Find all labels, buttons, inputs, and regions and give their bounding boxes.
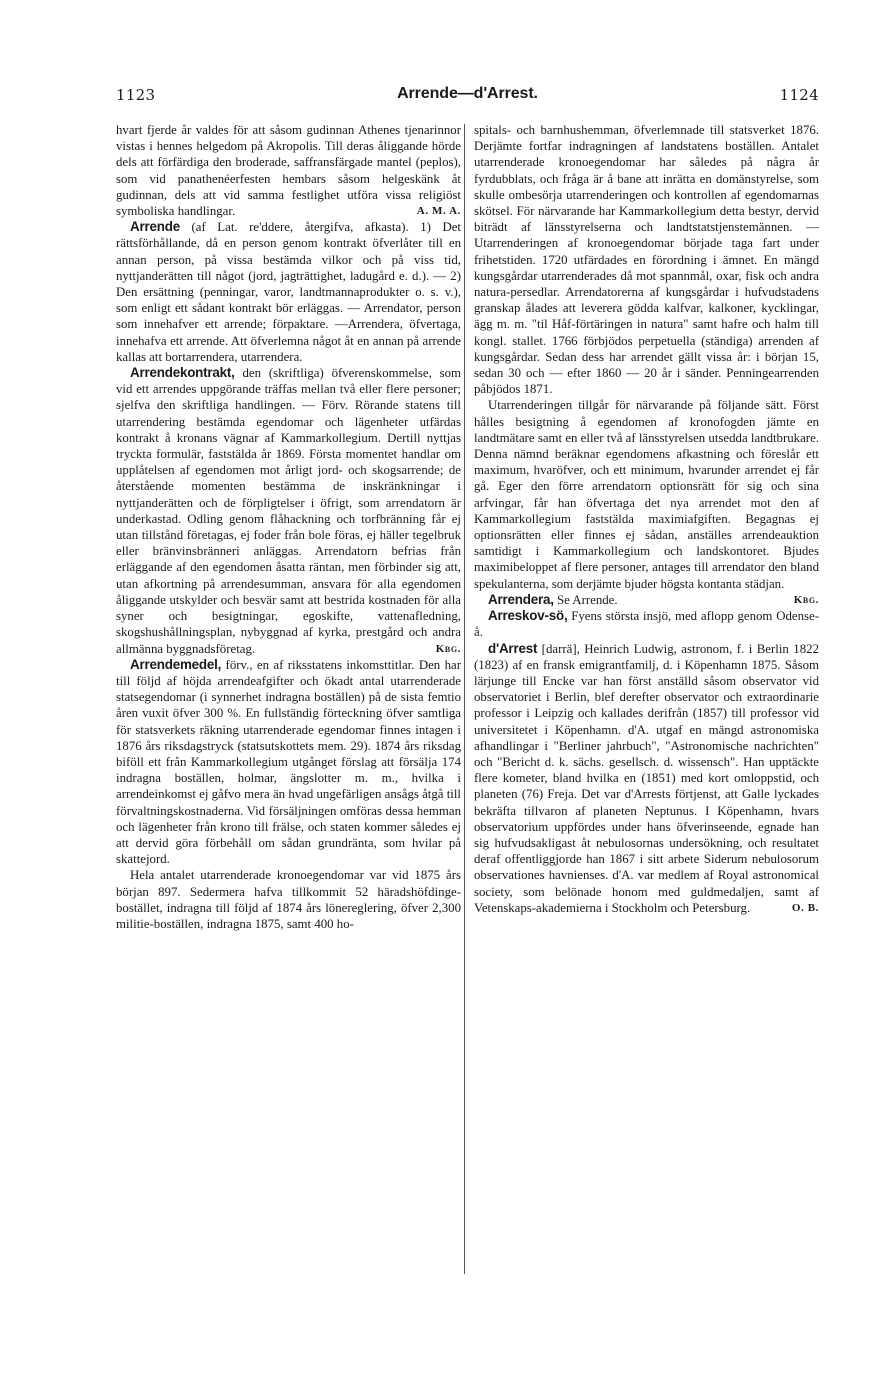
headword: Arrendekontrakt,: [130, 365, 235, 381]
author-signature: Kbg.: [793, 593, 819, 606]
page-number-left: 1123: [116, 86, 156, 104]
entry-arrendemedel: [116, 657, 461, 868]
entry-continuation: [116, 122, 461, 219]
column-divider: [464, 124, 465, 1274]
right-column: [474, 122, 819, 916]
headword: Arrendemedel,: [130, 656, 222, 672]
entry-continuation: [474, 122, 819, 397]
running-title: Arrende—d'Arrest.: [397, 85, 538, 102]
headword: Arrendera,: [488, 591, 554, 607]
headword: Arrende: [130, 219, 180, 235]
author-signature: Kbg.: [435, 642, 461, 655]
headword: Arreskov-sö,: [488, 608, 568, 624]
entry-text: Fyens största insjö, med aflopp genom Odense-å.: [474, 609, 819, 640]
headword: d'Arrest: [488, 640, 538, 656]
entry-text: den (skriftliga) öfverenskommelse, som vid ett arrendes uppgörande träffas mellan två eller flere personer; sjelfva den skriftliga handlingen. — Förv. Rörande statens till utarrendering bestämda egendomar och lägenheter utfärdas kontrakt å kronans vägnar af Kammarkollegium. Dertill nyttjas tryckta formulär, faststälda år 1869. Första momentet handlar om upplåtelsen af egendomen mot årligt jord- och skogsarrende; de återstående momenten bestämma de inskränkningar i nyttjanderätten och de förpligtelser i öfrigt, som arrendatorn är underkastad. Odling genom flåhackning och torfbränning får ej utan tillstånd företagas, ej foder från bole föras, ej häller tegelbruk eller bränvinsbränneri anläggas. Arrendatorn befrias från erläggande af den egendomen åsatta räntan, men förbinder sig att, utan afkortning på arrendesumman, ansvara för alla egendomen åliggande utskylder och besvär samt att bestrida kostnaden för alla syner och besigtningar, egoskifte, vattenafledning, skogshushållningsplan, nybyggnad af kyrka, prestgård och andra allmänna byggnadsföretag.: [116, 366, 461, 656]
page-number-right: 1124: [779, 86, 819, 104]
entry-text: spitals- och barnhushemman, öfverlemnade till statsverket 1876. Derjämte fortfar indragningen af landstatens boställen. Antalet utarrenderade kronoegendomar har således på några år fyrdubblats, och fråga är å bane att inrätta en domänstyrelse, som skulle ombesörja utarrenderingen och kontrollen af egendomarnas skötsel. För närvarande har Kammarkollegium detta bestyr, dervid biträdt af länsstyrelserna och landtstatstjenstemännen. — Utarrenderingen af kronoegendomar började taga fart under frihetstiden. 1720 utfärdades en förordning i ämnet. En mängd kungsgårdar utarrenderades då mot spannmål, oxar, fisk och andra natura-persedlar. Arrendatorerna af kungsgårdar i hufvudstadens granskap ålades att leverera gödda kalfvar, kalkoner, kycklingar, ägg m. m. "til Håf-förtäringen in natura" samt hafre och halm till kongl. stallet. 1766 förbjödos perpetuella (ständiga) arrenden af kungsgårdar. Sedan dess har arrendet gällt vissa år: i början 15, sedan 30 och — efter 1860 — 20 år i sänder. Penningearrenden påbjödos 1871.: [474, 123, 819, 397]
entry-paragraph: [116, 867, 461, 932]
left-column: [116, 122, 461, 932]
entry-text: Utarrenderingen tillgår för närvarande på följande sätt. Först hålles besigtning å egendomen af kronofogden jämte en landtmätare samt en eller två af länsstyrelsen utsedda landtbrukare. Denna nämnd beräknar egendomens afkastning och föreslår ett maximum, hvaröfver, och ett minimum, hvarunder arrendet ej får gå. Eger den förre arrendatorn optionsrätt för sig och sina arfvingar, får han öfvertaga det nya arrendet mot den af Kammarkollegium faststälda maximiafgiften. Begagnas ej optionsrätten eller finnes ej sådan, anställes arrendeauktion samtidigt i Kammarkollegium och landskontoret. Bjudes maximibeloppet af flere personer, antages till arrendator den bland spekulanterna, som derjämte bjuder högsta kontanta städjan.: [474, 398, 819, 591]
entry-arreskov-so: [474, 608, 819, 640]
entry-text: Se Arrende.: [553, 592, 618, 607]
entry-arrendekontrakt: [116, 365, 461, 657]
entry-text: (af Lat. re'ddere, återgifva, afkasta). 1) Det rättsförhållande, då en person genom kontrakt öfverlåter till en annan person, på vissa bestämda vilkor och på viss tid, nyttjanderätten till något (jord, jagträttighet, ladugård e. d.). — 2) Den ersättning (penningar, varor, landtmannaprodukter o. s. v.), som enligt ett sådant kontrakt bör erläggas. — Arrendator, person som innehafver ett arrende; förpaktare. —Arrendera, öfvertaga, innehafva ett arrende. Att öfverlemna något åt en annan på arrende kallas att bortarrendera, utarrendera.: [116, 220, 461, 364]
entry-darrest: [474, 641, 819, 916]
entry-arrende: [116, 219, 461, 365]
author-signature: A. M. A.: [416, 205, 461, 218]
entry-text: hvart fjerde år valdes för att såsom gudinnan Athenes tjenarinnor vistas i hennes helgedom på Akropolis. Till deras åliggande hörde dels att förfärdiga den broderade, saffransfärgade mantel (peplos), som vid panathenéerfesten hembars såsom helgeskänk åt gudinnan, dels att vid samma festlighet utföra vissa religiöst symboliska handlingar.: [116, 123, 461, 219]
entry-text: Hela antalet utarrenderade kronoegendomar var vid 1875 års början 897. Sedermera hafva tillkommit 52 häradshöfdinge-bostället, indragna till följd af 1874 års lönereglering, öfver 2,300 militie-boställen, indragna 1875, samt 400 ho-: [116, 868, 461, 931]
entry-text: förv., en af riksstatens inkomsttitlar. Den har till följd af höjda arrendeafgifter och ökadt antal utarrenderade statsegendomar (i synnerhet indragna boställen) på de sista femtio åren vuxit öfver 300 %. En fullständig förteckning öfver samtliga för statsverkets räkning utarrenderade egendomar finnes intagen i 1876 års riksdagstryck (statsutskottets mem. 29). 1874 års riksdag biföll ett från Kammarkollegium utgånget förslag att försälja 174 indragna boställen, holmar, ängslotter m. m., hvilka i arrendeinkomst ej gåfvo mera än hvad ungefärligen ansågs åtgå till förvaltningskostnaderna. Vid försäljningen omföras dessa hemman och lägenheter från krono till frälse, och staten kommer således ej att dervid göra förbehåll om sådan grundränta, som hvilar på skattejord.: [116, 657, 461, 867]
entry-arrendera: [474, 592, 819, 608]
author-signature: O. B.: [791, 901, 819, 914]
entry-text: [darrä], Heinrich Ludwig, astronom, f. i Berlin 1822 (1823) af en fransk emigrantfamilj, d. i Köpenhamn 1875. Såsom lärjunge till Encke var han först anställd såsom observator vid observatoriet i Berlin, blef derefter observator och extraordinarie professor i Leipzig och kallades derifrån (1857) till professor vid universitetet i Köpenhamn. d'A. utgaf en mängd astronomiska afhandlingar i "Berliner jahrbuch", "Astronomische nachrichten" och "Bericht d. k. sächs. gesellsch. d. wissensch". Han upptäckte flere kometer, bland hvilka en (1851) med kort omloppstid, och planeten (76) Freja. Det var d'Arrests förtjenst, att Galle lyckades bekräfta tillvaron af planeten Neptunus. I Köpenhamn, hvars observatorium uppfördes under hans öfverinseende, egnade han sig hufvudsakligast åt nebulosornas undersökning, och resultatet deraf offentliggjorde han 1867 i sitt arbete Siderum nebulosorum observationes havnienses. d'A. var medlem af Royal astronomical society, som belönade honom med guldmedaljen, samt af Vetenskaps-akademierna i Stockholm och Petersburg.: [474, 641, 819, 915]
page-header: [116, 86, 819, 110]
